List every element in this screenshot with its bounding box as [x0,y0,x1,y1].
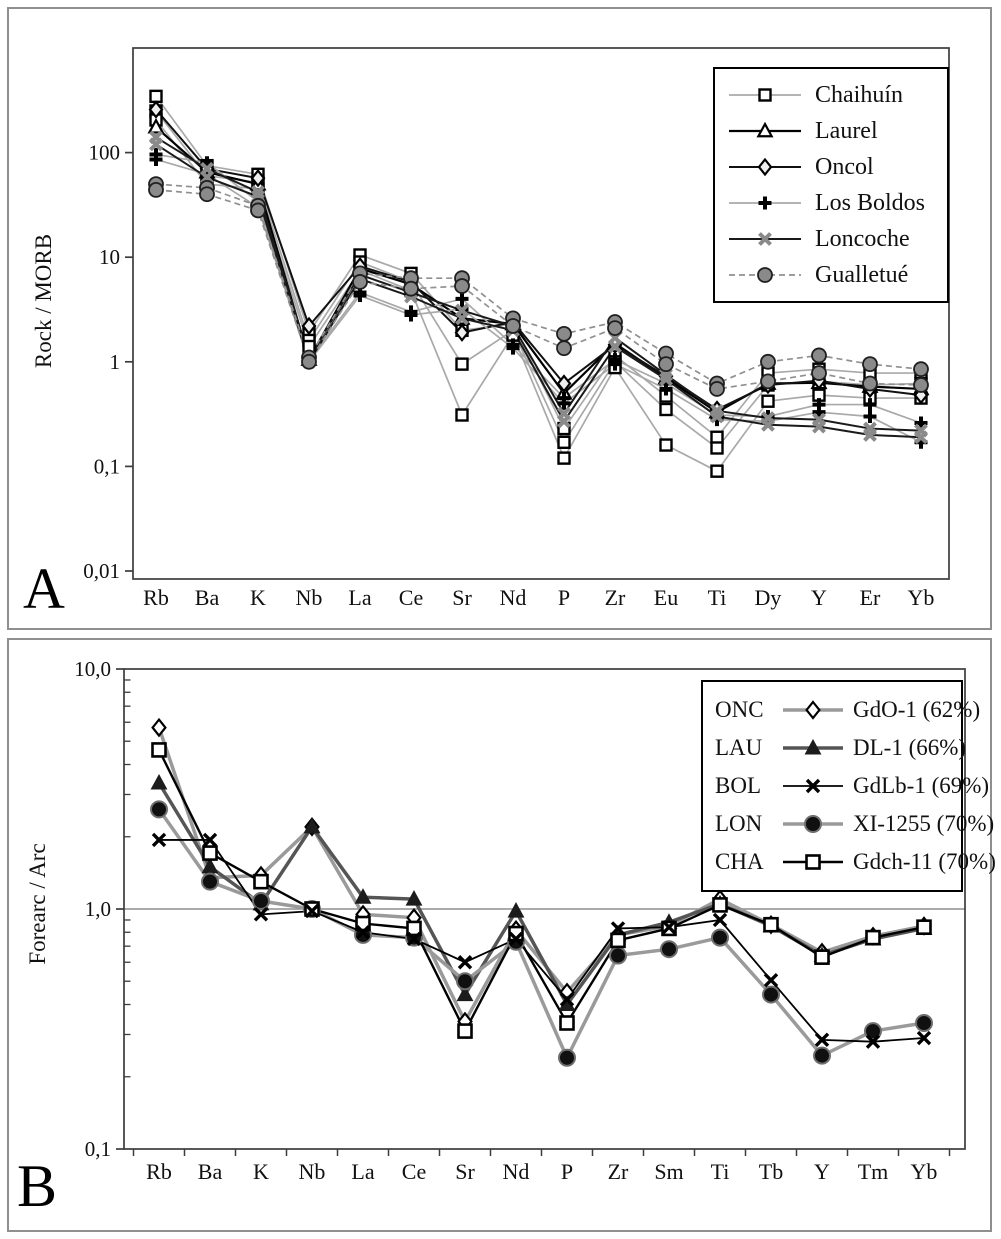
legend-item-oncol [715,149,947,185]
legend-item-label: Gualletué [815,261,909,288]
x-axis-labels [146,1159,937,1184]
bol-marker-icon [781,774,845,798]
legend-item-label: DL-1 (66%) [853,735,967,760]
x-tick-label: Nd [499,585,527,610]
y-tick-label: 0,01 [83,559,120,583]
lon-marker-icon [781,812,845,836]
legend-code: LON [715,811,763,836]
y-axis [83,141,133,583]
x-tick-label: Nb [298,1159,326,1184]
legend-item-lau [703,729,967,767]
x-tick-label: Zr [607,1159,629,1184]
x-tick-label: Eu [653,585,679,610]
legend-item-label: Chaihuín [815,81,903,108]
legend-item-cha [703,843,996,881]
y-tick-label: 10,0 [74,657,111,681]
x-axis-ticks [134,1149,950,1156]
x-tick-label: Rb [143,585,169,610]
legend-item-label: Laurel [815,117,878,144]
x-tick-label: Rb [146,1159,172,1184]
legend-item-los-boldos [715,185,947,221]
x-tick-label: Zr [604,585,626,610]
x-tick-label: La [348,585,372,610]
legend-item-label: GdO-1 (62%) [853,697,981,722]
x-axis-labels [143,585,934,610]
x-tick-label: Y [811,585,827,610]
x-tick-label: Sr [452,585,472,610]
x-tick-label: Ce [401,1159,427,1184]
y-tick-label: 1,0 [84,897,111,921]
panel-a [7,7,992,630]
legend-item-label: Loncoche [815,225,910,252]
x-tick-label: P [557,585,571,610]
panel-b-letter: B [17,1153,58,1219]
x-tick-label: Ba [197,1159,223,1184]
x-tick-label: Tm [857,1159,889,1184]
y-axis [74,657,130,1161]
x-tick-label: Sm [654,1159,684,1184]
legend-item-label: XI-1255 (70%) [853,811,995,836]
x-tick-label: Nd [502,1159,530,1184]
legend-item-bol [703,767,990,805]
legend-item-laurel [715,113,947,149]
gualletue-marker-icon [727,263,803,287]
lau-marker-icon [781,736,845,760]
y-tick-label: 10 [99,245,120,270]
x-tick-label: Yb [907,585,935,610]
legend-item-label: GdLb-1 (69%) [853,773,990,798]
panel-b-legend [701,680,996,892]
x-tick-label: P [560,1159,574,1184]
legend-item-chaihuin [715,77,947,113]
y-tick-label: 1 [109,349,120,374]
x-tick-label: Ti [710,1159,730,1184]
y-tick-label: 0,1 [84,1137,111,1161]
x-tick-label: K [253,1159,269,1184]
oncol-marker-icon [727,155,803,179]
legend-code: ONC [715,697,764,722]
x-tick-label: Tb [758,1159,784,1184]
legend-code: CHA [715,849,764,874]
x-tick-label: Ti [707,585,727,610]
x-tick-label: Sr [455,1159,475,1184]
legend-item-loncoche [715,221,947,257]
y-tick-label: 0,1 [93,454,120,479]
x-tick-label: Y [814,1159,830,1184]
los-boldos-marker-icon [727,191,803,215]
legend-item-label: Los Boldos [815,189,926,216]
panel-a-y-axis-title: Rock / MORB [31,233,56,369]
cha-marker-icon [781,850,845,874]
x-tick-label: Nb [295,585,323,610]
loncoche-marker-icon [727,227,803,251]
x-tick-label: Er [859,585,881,610]
panel-b [7,638,996,1232]
legend-item-lon [703,805,995,843]
laurel-marker-icon [727,119,803,143]
legend-item-onc [703,691,981,729]
legend-item-gualletue [715,257,947,293]
legend-item-label: Oncol [815,153,874,180]
chaihuin-marker-icon [727,83,803,107]
x-tick-label: La [351,1159,375,1184]
x-tick-label: Yb [910,1159,938,1184]
panel-a-letter: A [23,556,65,621]
legend-code: BOL [715,773,761,798]
panel-a-legend [713,67,949,303]
panel-b-y-axis-title: Forearc / Arc [25,843,50,965]
x-tick-label: Ce [398,585,424,610]
x-tick-label: Dy [754,585,782,610]
onc-marker-icon [781,698,845,722]
y-tick-label: 100 [88,140,120,165]
x-tick-label: Ba [194,585,220,610]
legend-item-label: Gdch-11 (70%) [853,849,996,874]
legend-code: LAU [715,735,763,760]
x-tick-label: K [250,585,266,610]
